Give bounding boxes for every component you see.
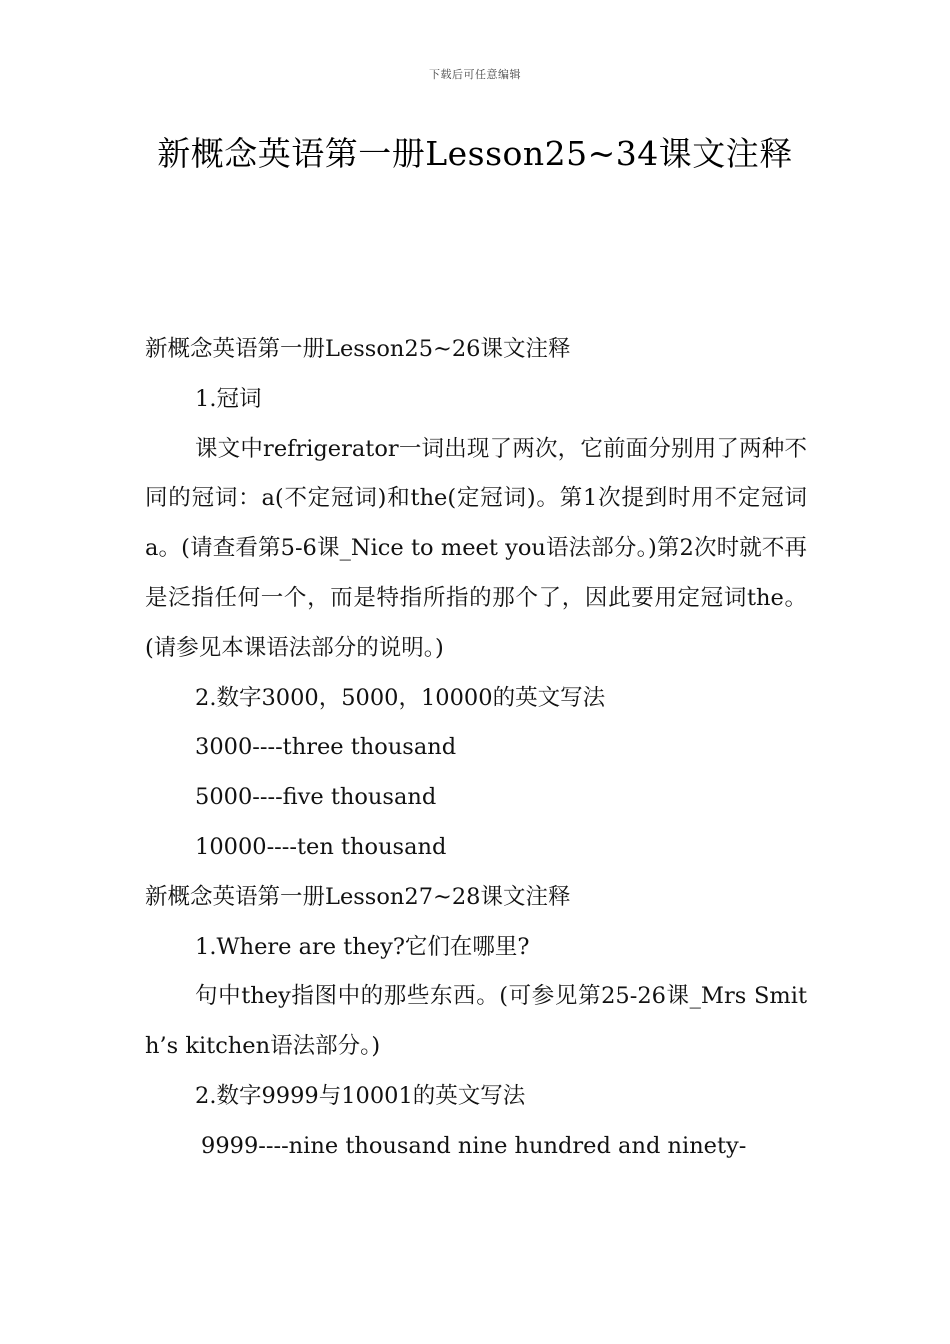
document-body [145, 325, 807, 1172]
point-paragraph: 句中they指图中的那些东西。(可参见第25-26课_Mrs Smith’s kitchen语法部分。) [145, 983, 807, 1060]
section-heading: 新概念英语第一册Lesson27~28课文注释 [145, 883, 571, 910]
number-example: 5000----five thousand [195, 784, 437, 811]
point-paragraph: 课文中refrigerator一词出现了两次，它前面分别用了两种不同的冠词：a(不定冠词)和the(定冠词)。第1次提到时用不定冠词a。(请查看第5-6课_Nice to meet you语法部分。)第2次时就不再是泛指任何一个，而是特指所指的那个了，因此要用定冠词the。(请参见本课语法部分的说明。) [145, 435, 807, 661]
point-title: 2.数字3000，5000，10000的英文写法 [195, 684, 606, 711]
point-title: 1.Where are they?它们在哪里? [195, 933, 530, 960]
number-example: 9999----nine thousand nine hundred and ninety- [201, 1132, 747, 1159]
header-note: 下载后可任意编辑 [429, 68, 521, 81]
point-title: 1.冠词 [195, 385, 262, 412]
number-example: 10000----ten thousand [195, 833, 447, 860]
section-heading: 新概念英语第一册Lesson25~26课文注释 [145, 336, 571, 362]
document-title: 新概念英语第一册Lesson25~34课文注释 [157, 134, 793, 173]
point-title: 2.数字9999与10001的英文写法 [195, 1082, 526, 1109]
number-example: 3000----three thousand [195, 734, 457, 761]
